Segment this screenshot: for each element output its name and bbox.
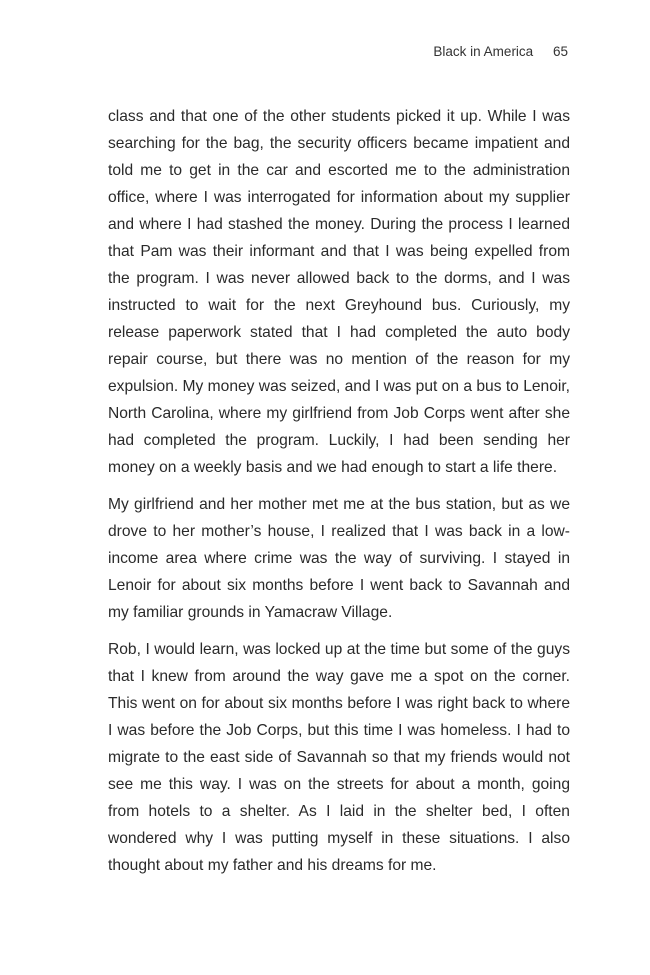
paragraph-2: My girlfriend and her mother met me at the bus station, but as we drove to her mother’s house, I realized that I was back in a low-income area where crime was the way of surviving. I stayed in Lenoir for about six months before I went back to Savannah and my familiar grounds in Yamacraw Village.: [108, 496, 570, 621]
body-text: [108, 103, 570, 889]
paragraph-3: Rob, I would learn, was locked up at the time but some of the guys that I knew from around the way gave me a spot on the corner. This went on for about six months before I was right back to where I was before the Job Corps, but this time I was homeless. I had to migrate to the east side of Savannah so that my friends would not see me this way. I was on the streets for about a month, going from hotels to a shelter. As I laid in the shelter bed, I often wondered why I was putting myself in these situations. I also thought about my father and his dreams for me.: [108, 641, 570, 874]
page-number: 65: [552, 44, 568, 59]
paragraph-1: class and that one of the other students picked it up. While I was searching for the bag, the security officers became impatient and told me to get in the car and escorted me to the administration office, where I was interrogated for information about my supplier and where I had stashed the money. During the process I learned that Pam was their informant and that I was being expelled from the program. I was never allowed back to the dorms, and I was instructed to wait for the next Greyhound bus. Curiously, my release paperwork stated that I had completed the auto body repair course, but there was no mention of the reason for my expulsion. My money was seized, and I was put on a bus to Lenoir, North Carolina, where my girlfriend from Job Corps went after she had completed the program. Luckily, I had been sending her money on a weekly basis and we had enough to start a life there.: [108, 108, 571, 476]
running-head: [433, 44, 568, 59]
running-head-title: Black in America: [433, 44, 534, 59]
